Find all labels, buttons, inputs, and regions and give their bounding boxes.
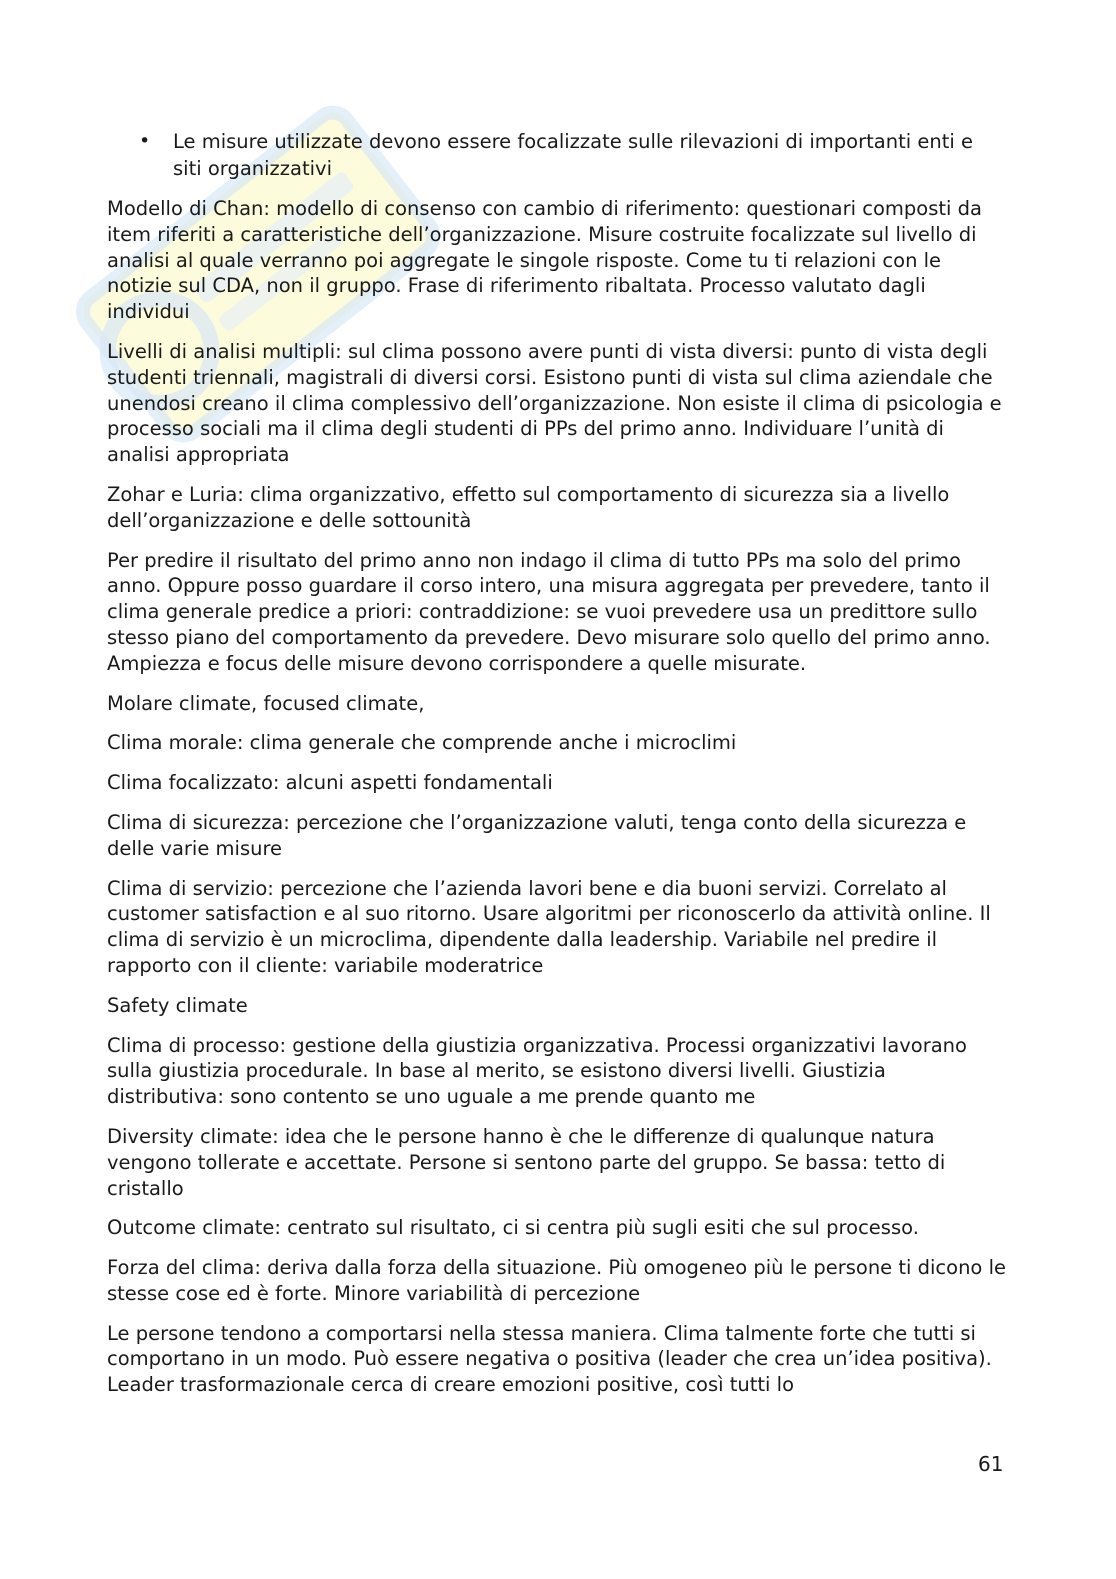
paragraph: Safety climate — [107, 993, 248, 1017]
paragraph: Clima di servizio: percezione che l’azienda lavori bene e dia buoni servizi. Correlato al customer satisfaction e al suo ritorno. Usare algoritmi per riconoscerlo da attività online. Il clima di servizio è un microclima, dipendente dalla leadership. Variabile nel predire il rapporto con il cliente: variabile moderatrice — [107, 876, 991, 977]
paragraph: Outcome climate: centrato sul risultato, ci si centra più sugli esiti che sul processo. — [107, 1216, 919, 1240]
list-item — [139, 128, 1007, 182]
paragraph: Clima di sicurezza: percezione che l’organizzazione valuti, tenga conto della sicurezza e delle varie misure — [107, 810, 967, 860]
paragraph: Per predire il risultato del primo anno non indago il clima di tutto PPs ma solo del primo anno. Oppure posso guardare il corso intero, una misura aggregata per prevedere, tanto il clima generale predice a priori: contraddizione: se vuoi prevedere usa un predittore sullo stesso piano del comportamento da prevedere. Devo misurare solo quello del primo anno. Ampiezza e focus delle misure devono corrispondere a quelle misurate. — [107, 548, 991, 675]
paragraph: Zohar e Luria: clima organizzativo, effetto sul comportamento di sicurezza sia a livello dell’organizzazione e delle sottounità — [107, 482, 950, 532]
paragraph: Clima focalizzato: alcuni aspetti fondamentali — [107, 771, 553, 795]
paragraph: Le persone tendono a comportarsi nella stessa maniera. Clima talmente forte che tutti si comportano in un modo. Può essere negativa o positiva (leader che crea un’idea positiva). Leader trasformazionale cerca di creare emozioni positive, così tutti lo — [107, 1321, 992, 1397]
paragraph: Diversity climate: idea che le persone hanno è che le differenze di qualunque natura vengono tollerate e accettate. Persone si sentono parte del gruppo. Se bassa: tetto di cristallo — [107, 1124, 946, 1200]
document-page — [107, 128, 1007, 1412]
paragraph: Clima di processo: gestione della giustizia organizzativa. Processi organizzativi lavorano sulla giustizia procedurale. In base al merito, se esistono diversi livelli. Giustizia distributiva: sono contento se uno uguale a me prende quanto me — [107, 1033, 967, 1109]
paragraph: Livelli di analisi multipli: sul clima possono avere punti di vista diversi: punto di vista degli studenti triennali, magistrali di diversi corsi. Esistono punti di vista sul clima aziendale che unendosi creano il clima complessivo dell’organizzazione. Non esiste il clima di psicologia e processo sociali ma il clima degli studenti di PPs del primo anno. Individuare l’unità di analisi appropriata — [107, 339, 1002, 467]
bullet-icon: • — [139, 130, 151, 152]
page-number: 61 — [978, 1452, 1004, 1476]
bullet-text: Le misure utilizzate devono essere focalizzate sulle rilevazioni di importanti enti e siti organizzativi — [173, 130, 973, 180]
paragraph: Molare climate, focused climate, — [107, 691, 425, 715]
paragraph: Clima morale: clima generale che comprende anche i microclimi — [107, 731, 737, 755]
paragraph: Modello di Chan: modello di consenso con cambio di riferimento: questionari composti da item riferiti a caratteristiche dell’organizzazione. Misure costruite focalizzate sul livello di analisi al quale verranno poi aggregate le singole risposte. Come tu ti relazioni con le notizie sul CDA, non il gruppo. Frase di riferimento ribaltata. Processo valutato dagli individui — [107, 197, 982, 324]
paragraph: Forza del clima: deriva dalla forza della situazione. Più omogeneo più le persone ti dicono le stesse cose ed è forte. Minore variabilità di percezione — [107, 1256, 1006, 1305]
